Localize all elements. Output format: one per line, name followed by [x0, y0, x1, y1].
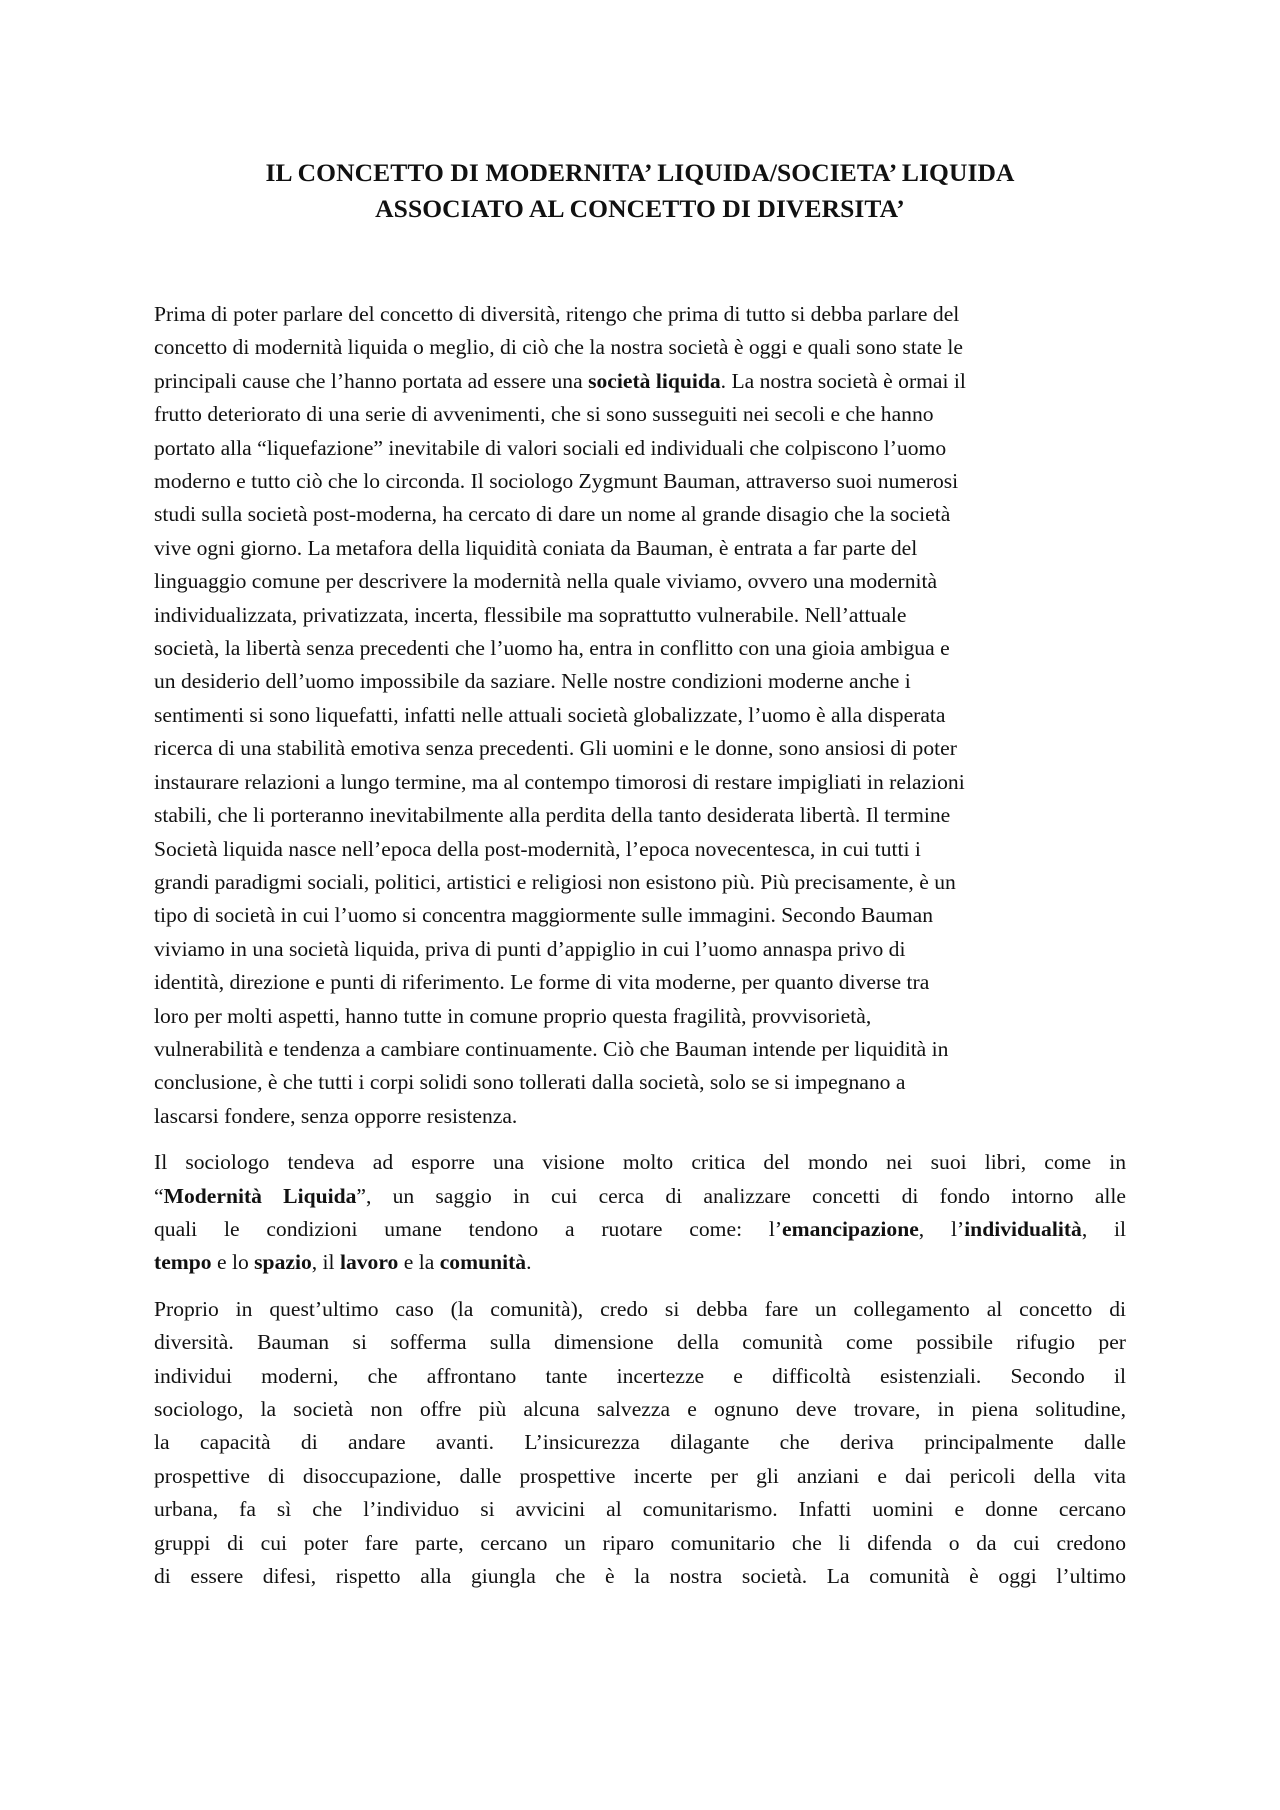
text-line: sentimenti si sono liquefatti, infatti nelle attuali società globalizzate, l’uomo è alla disperata	[154, 702, 946, 727]
text-line: conclusione, è che tutti i corpi solidi sono tollerati dalla società, solo se si impegnano a	[154, 1070, 906, 1095]
text-fragment: ”, un saggio in cui cerca di analizzare concetti di fondo intorno alle	[356, 1183, 1126, 1208]
bold-term-individualita: individualità	[964, 1216, 1082, 1241]
text-line: Prima di poter parlare del concetto di diversità, ritengo che prima di tutto si debba parlare del	[154, 302, 960, 326]
document-title	[140, 155, 1140, 227]
text-line: frutto deteriorato di una serie di avvenimenti, che si sono susseguiti nei secoli e che hanno	[154, 402, 934, 427]
text-fragment: , il	[311, 1250, 340, 1275]
text-line: prospettive di disoccupazione, dalle prospettive incerte per gli anziani e dai pericoli della vita	[154, 1463, 1126, 1488]
bold-term-modernita-liquida: Modernità Liquida	[163, 1183, 357, 1208]
text-line: lascarsi fondere, senza opporre resistenza.	[154, 1103, 518, 1128]
text-line: viviamo in una società liquida, priva di punti d’appiglio in cui l’uomo annaspa privo di	[154, 936, 906, 961]
text-fragment: .	[526, 1250, 532, 1275]
title-line: ASSOCIATO AL CONCETTO DI DIVERSITA’	[375, 194, 905, 223]
text-line	[154, 1180, 1126, 1213]
text-line: linguaggio comune per descrivere la modernità nella quale viviamo, ovvero una modernità	[154, 569, 938, 594]
title-line: IL CONCETTO DI MODERNITA’ LIQUIDA/SOCIETA’ LIQUIDA	[265, 158, 1015, 187]
text-line: gruppi di cui poter fare parte, cercano un riparo comunitario che li difenda o da cui credono	[154, 1530, 1126, 1555]
text-line: moderno e tutto ciò che lo circonda. Il sociologo Zygmunt Bauman, attraverso suoi numerosi	[154, 469, 959, 494]
text-line: vive ogni giorno. La metafora della liquidità coniata da Bauman, è entrata a far parte del	[154, 535, 918, 560]
text-line: concetto di modernità liquida o meglio, di ciò che la nostra società è oggi e quali sono state le	[154, 335, 963, 360]
paragraph-3	[154, 1293, 1126, 1594]
bold-term-spazio: spazio	[254, 1250, 312, 1275]
bold-term-lavoro: lavoro	[339, 1250, 399, 1275]
text-line: tipo di società in cui l’uomo si concentra maggiormente sulle immagini. Secondo Bauman	[154, 903, 933, 928]
text-line: loro per molti aspetti, hanno tutte in comune proprio questa fragilità, provvisorietà,	[154, 1003, 872, 1028]
text-line: urbana, fa sì che l’individuo si avvicini al comunitarismo. Infatti uomini e donne cercano	[154, 1497, 1126, 1522]
text-line: un desiderio dell’uomo impossibile da saziare. Nelle nostre condizioni moderne anche i	[154, 669, 911, 694]
bold-term-societa-liquida: società liquida	[588, 368, 721, 393]
text-fragment: e la	[398, 1250, 440, 1275]
text-line: studi sulla società post-moderna, ha cercato di dare un nome al grande disagio che la società	[154, 502, 951, 527]
text-line	[154, 1246, 1126, 1279]
text-line: vulnerabilità e tendenza a cambiare continuamente. Ciò che Bauman intende per liquidità in	[154, 1036, 949, 1061]
text-line: grandi paradigmi sociali, politici, artistici e religiosi non esistono più. Più precisamente, è un	[154, 869, 956, 894]
text-line: di essere difesi, rispetto alla giungla che è la nostra società. La comunità è oggi l’ultimo	[154, 1564, 1126, 1589]
paragraph-1	[154, 298, 1126, 1133]
bold-term-emancipazione: emancipazione	[782, 1216, 919, 1241]
text-fragment: , l’	[918, 1216, 965, 1241]
paragraph-2	[154, 1146, 1126, 1280]
text-line: sociologo, la società non offre più alcuna salvezza e ognuno deve trovare, in piena solitudine,	[154, 1397, 1126, 1421]
text-fragment: principali cause che l’hanno portata ad essere una	[154, 368, 589, 393]
text-line: società, la libertà senza precedenti che l’uomo ha, entra in conflitto con una gioia ambigua e	[154, 636, 950, 661]
text-line: la capacità di andare avanti. L’insicurezza dilagante che deriva principalmente dalle	[154, 1430, 1126, 1455]
text-line: stabili, che li porteranno inevitabilmente alla perdita della tanto desiderata libertà. Il termine	[154, 803, 951, 828]
text-line: identità, direzione e punti di riferimento. Le forme di vita moderne, per quanto diverse tra	[154, 970, 930, 995]
text-line: Proprio in quest’ultimo caso (la comunità), credo si debba fare un collegamento al concetto di	[154, 1296, 1126, 1321]
text-fragment: e lo	[211, 1250, 255, 1275]
text-fragment: “	[154, 1183, 164, 1208]
text-fragment: quali le condizioni umane tendono a ruotare come: l’	[154, 1216, 783, 1241]
bold-term-comunita: comunità	[439, 1250, 527, 1275]
text-line: Il sociologo tendeva ad esporre una visione molto critica del mondo nei suoi libri, come in	[154, 1150, 1126, 1175]
text-line: diversità. Bauman si sofferma sulla dimensione della comunità come possibile rifugio per	[154, 1330, 1126, 1355]
text-line: ricerca di una stabilità emotiva senza precedenti. Gli uomini e le donne, sono ansiosi di poter	[154, 736, 957, 761]
bold-term-tempo: tempo	[154, 1250, 212, 1275]
text-line: individui moderni, che affrontano tante incertezze e difficoltà esistenziali. Secondo il	[154, 1363, 1126, 1388]
text-line	[154, 365, 1126, 398]
text-fragment: , il	[1081, 1216, 1127, 1241]
text-line	[154, 1213, 1126, 1246]
text-line: portato alla “liquefazione” inevitabile di valori sociali ed individuali che colpiscono l’uomo	[154, 435, 947, 460]
text-line: individualizzata, privatizzata, incerta, flessibile ma soprattutto vulnerabile. Nell’attuale	[154, 602, 907, 627]
document-body	[154, 298, 1126, 1606]
text-line: Società liquida nasce nell’epoca della post-modernità, l’epoca novecentesca, in cui tutti i	[154, 836, 921, 861]
text-fragment: . La nostra società è ormai il	[720, 368, 966, 393]
text-line: instaurare relazioni a lungo termine, ma al contempo timorosi di restare impigliati in relazioni	[154, 769, 965, 794]
